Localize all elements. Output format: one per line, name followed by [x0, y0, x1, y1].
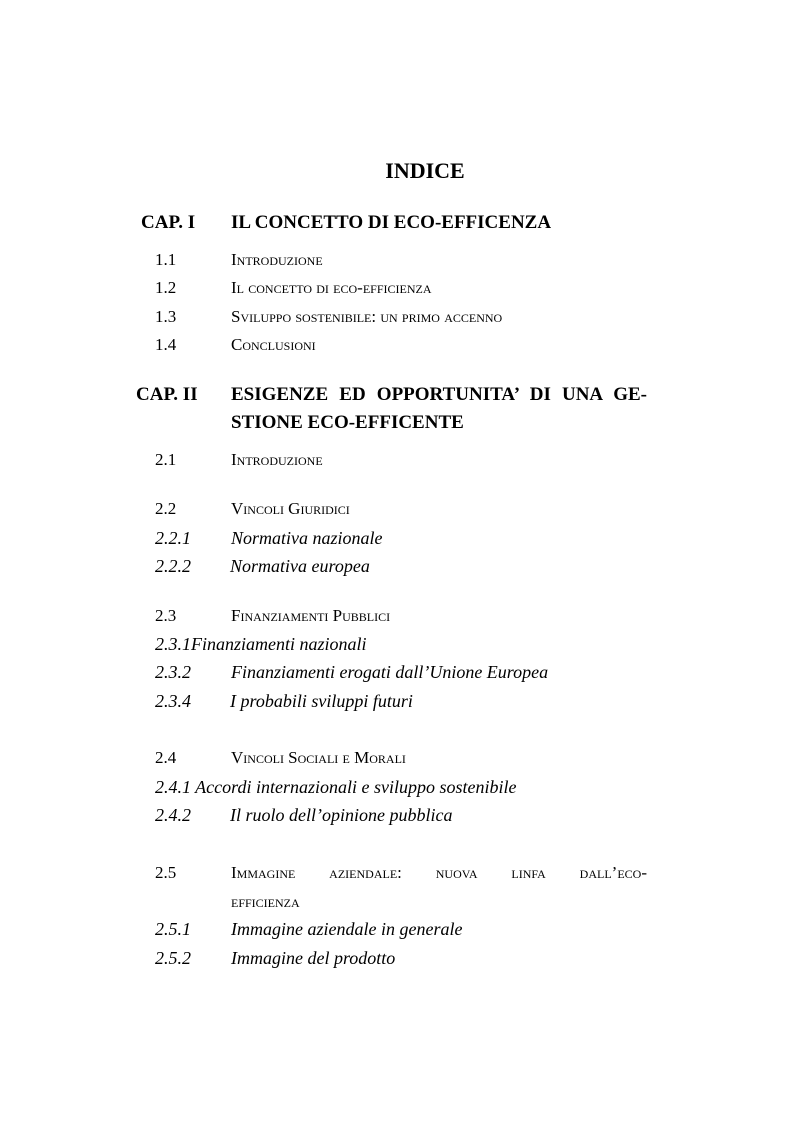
chapter-2-number: CAP. II	[136, 384, 198, 405]
subsection-title: Immagine del prodotto	[231, 948, 396, 968]
section-title: Conclusioni	[231, 335, 316, 354]
chapter-2-title-line-1: ESIGENZE ED OPPORTUNITA’ DI UNA GE-	[231, 384, 647, 405]
subsection-number: 2.5.2	[155, 948, 191, 968]
subsection-number: 2.3.4	[155, 691, 191, 711]
section-number: 1.3	[155, 307, 177, 326]
section-number: 2.3	[155, 606, 177, 625]
subsection-title: Il ruolo dell’opinione pubblica	[230, 805, 453, 825]
subsection-number: 2.2.1	[155, 528, 191, 548]
chapter-1-number: CAP. I	[141, 212, 196, 233]
section-number: 1.1	[155, 250, 177, 269]
section-title: Introduzione	[231, 250, 323, 269]
subsection-number: 2.4.2	[155, 805, 191, 825]
subsection-number: 2.2.2	[155, 556, 191, 576]
section-number: 1.2	[155, 278, 177, 297]
section-number: 2.4	[155, 748, 177, 767]
page-title: INDICE	[385, 158, 465, 183]
subsection-title: Normativa nazionale	[231, 528, 383, 548]
chapter-1-title: IL CONCETTO DI ECO-EFFICENZA	[231, 212, 552, 233]
section-number: 2.1	[155, 450, 177, 469]
section-title: Vincoli Giuridici	[231, 499, 350, 518]
section-title: Introduzione	[231, 450, 323, 469]
subsection-number: 2.5.1	[155, 919, 191, 939]
section-title: Sviluppo sostenibile: un primo accenno	[231, 307, 503, 326]
section-title-line-1: Immagine aziendale: nuova linfa dall’eco-	[231, 863, 647, 882]
section-number: 2.2	[155, 499, 177, 518]
subsection-entry: 2.3.1Finanziamenti nazionali	[155, 634, 367, 654]
section-number: 1.4	[155, 335, 177, 354]
section-number: 2.5	[155, 863, 177, 882]
subsection-number: 2.3.2	[155, 662, 191, 682]
subsection-title: I probabili sviluppi futuri	[230, 691, 413, 711]
subsection-title: Finanziamenti erogati dall’Unione Europea	[231, 662, 549, 682]
section-title: Finanziamenti Pubblici	[231, 606, 391, 625]
subsection-title: Normativa europea	[230, 556, 370, 576]
section-title: Vincoli Sociali e Morali	[231, 748, 406, 767]
section-title-line-2: efficienza	[231, 892, 300, 911]
subsection-title: Immagine aziendale in generale	[231, 919, 463, 939]
subsection-entry: 2.4.1 Accordi internazionali e sviluppo sostenibile	[155, 777, 517, 797]
section-title: Il concetto di eco-efficienza	[231, 278, 432, 297]
chapter-2-title-line-2: STIONE ECO-EFFICENTE	[231, 412, 464, 433]
